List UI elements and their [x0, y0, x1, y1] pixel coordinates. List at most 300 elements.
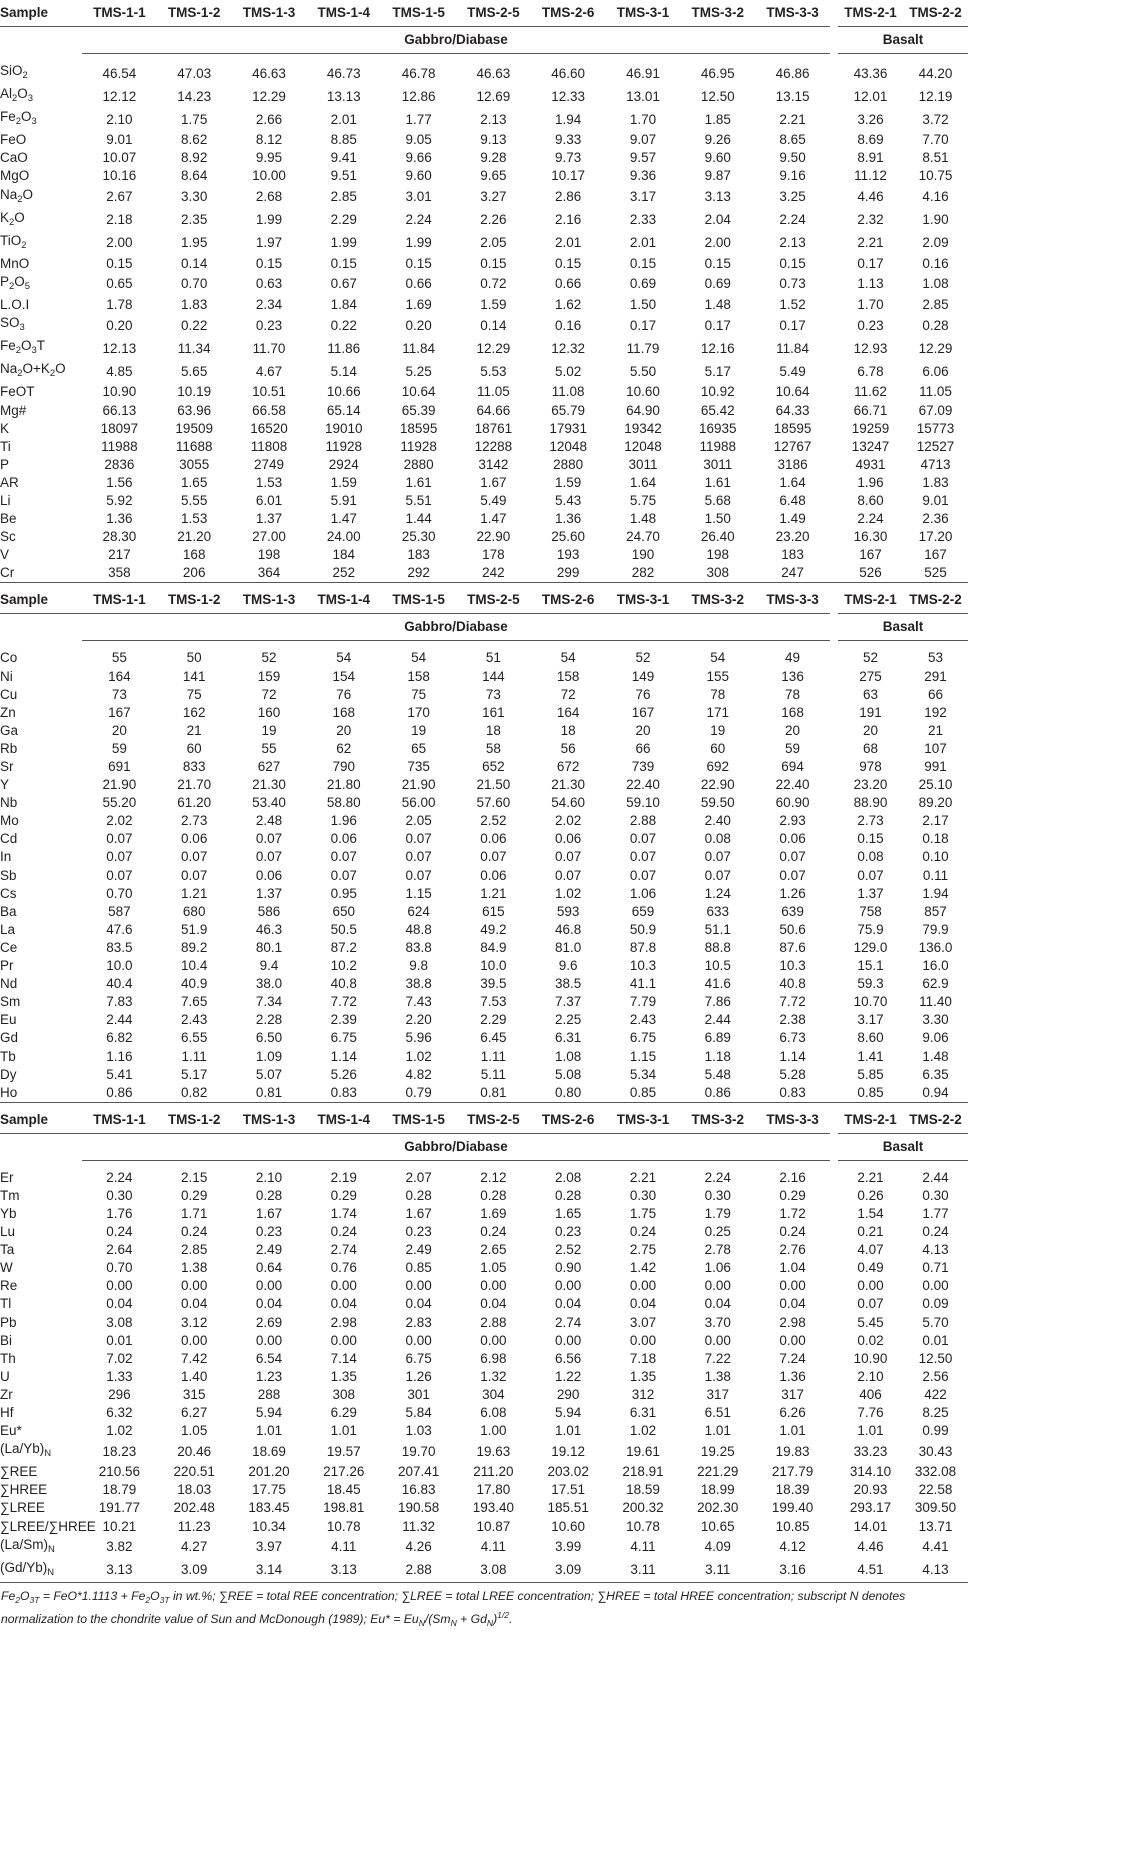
value-cell: 2.65 — [480, 1242, 507, 1258]
value-cell: 0.07 — [555, 867, 582, 883]
column-gap — [830, 402, 838, 420]
value-cell: 12767 — [773, 438, 812, 454]
value-cell: 739 — [631, 759, 655, 774]
value-cell: 5.17 — [181, 1066, 208, 1082]
value-cell: 168 — [182, 547, 206, 563]
value-cell: 65.14 — [326, 402, 361, 418]
column-gap — [830, 1559, 838, 1583]
value-cell: 7.83 — [106, 994, 133, 1010]
value-cell: 40.9 — [181, 976, 208, 992]
value-cell: 192 — [924, 704, 947, 720]
value-cell: 83.5 — [106, 939, 133, 955]
value-cell: 79.9 — [922, 921, 949, 937]
value-cell: 525 — [903, 564, 968, 583]
value-cell: 9.50 — [779, 150, 806, 166]
table-row — [0, 1463, 968, 1481]
value-cell: 44.20 — [918, 65, 953, 81]
sample-column-header: TMS-2-2 — [903, 0, 968, 27]
value-cell: 171 — [706, 704, 730, 720]
value-cell: 2.10 — [106, 111, 133, 127]
value-cell: 66.13 — [102, 402, 137, 418]
value-cell: 252 — [306, 564, 381, 583]
value-cell: 2.24 — [704, 1169, 731, 1185]
value-cell: 1.48 — [629, 511, 657, 527]
value-cell: 3.14 — [232, 1559, 307, 1583]
value-cell: 203.02 — [547, 1464, 589, 1480]
column-gap — [830, 209, 838, 232]
column-gap — [830, 337, 838, 360]
value-cell: 18.45 — [326, 1482, 361, 1498]
value-cell: 593 — [556, 903, 580, 919]
table-row — [0, 564, 968, 583]
row-label: Yb — [0, 1205, 17, 1221]
value-cell: 242 — [456, 564, 531, 583]
value-cell: 1.90 — [922, 212, 949, 228]
value-cell: 7.86 — [704, 994, 731, 1010]
row-label: Mo — [0, 813, 19, 829]
value-cell: 191 — [859, 704, 882, 720]
value-cell: 0.30 — [704, 1187, 731, 1203]
value-cell: 1.21 — [480, 885, 507, 901]
value-cell: 0.82 — [157, 1084, 232, 1103]
value-cell: 88.8 — [704, 939, 731, 955]
value-cell: 1.36 — [106, 511, 133, 527]
value-cell: 5.68 — [704, 492, 731, 508]
value-cell: 0.06 — [555, 831, 582, 847]
value-cell: 4.11 — [630, 1539, 656, 1555]
value-cell: 680 — [182, 903, 206, 919]
value-cell: 2.39 — [330, 1012, 357, 1028]
value-cell: 7.72 — [330, 994, 357, 1010]
value-cell: 0.06 — [181, 831, 208, 847]
column-gap — [830, 1463, 838, 1481]
value-cell: 25.30 — [401, 529, 436, 545]
table-row — [0, 528, 968, 546]
value-cell: 20 — [635, 722, 651, 738]
value-cell: 11.40 — [919, 994, 952, 1010]
value-cell: 7.24 — [779, 1350, 806, 1366]
value-cell: 1.36 — [779, 1368, 806, 1384]
value-cell: 0.70 — [106, 1260, 133, 1276]
value-cell: 3.17 — [857, 1012, 884, 1028]
value-cell: 0.86 — [82, 1084, 157, 1103]
value-cell: 11.05 — [476, 384, 510, 400]
value-cell: 2.10 — [857, 1368, 884, 1384]
value-cell: 8.91 — [857, 150, 884, 166]
value-cell: 0.06 — [330, 831, 357, 847]
value-cell: 10.3 — [779, 958, 806, 974]
value-cell: 19.63 — [476, 1443, 511, 1459]
value-cell: 66 — [927, 686, 943, 702]
value-cell: 72 — [560, 686, 576, 702]
value-cell: 19.61 — [626, 1443, 660, 1459]
value-cell: 299 — [531, 564, 606, 583]
value-cell: 9.07 — [629, 132, 657, 148]
value-cell: 526 — [838, 564, 903, 583]
value-cell: 288 — [257, 1386, 281, 1402]
value-cell: 2.09 — [922, 235, 949, 251]
value-cell: 11808 — [250, 438, 288, 454]
table-row — [0, 438, 968, 456]
table-row — [0, 686, 968, 704]
value-cell: 1.26 — [779, 885, 806, 901]
row-label: Sb — [0, 867, 17, 883]
value-cell: 61.20 — [177, 795, 212, 811]
value-cell: 2.16 — [555, 212, 582, 228]
column-gap — [830, 273, 838, 296]
value-cell: 1.11 — [480, 1048, 507, 1064]
value-cell: 0.49 — [857, 1260, 884, 1276]
value-cell: 1.40 — [181, 1368, 208, 1384]
value-cell: 0.69 — [629, 276, 657, 292]
column-gap — [830, 1499, 838, 1517]
value-cell: 10.64 — [775, 384, 810, 400]
value-cell: 18.79 — [102, 1482, 137, 1498]
value-cell: 0.15 — [555, 255, 582, 271]
value-cell: 0.00 — [405, 1278, 432, 1294]
value-cell: 3.30 — [922, 1012, 949, 1028]
value-cell: 0.07 — [555, 849, 582, 865]
value-cell: 0.00 — [255, 1332, 283, 1348]
value-cell: 56.00 — [401, 795, 436, 811]
value-cell: 7.37 — [555, 994, 582, 1010]
value-cell: 1.06 — [629, 885, 657, 901]
value-cell: 38.5 — [555, 976, 582, 992]
value-cell: 6.78 — [857, 363, 884, 379]
value-cell: 18.23 — [102, 1443, 137, 1459]
value-cell: 5.34 — [629, 1066, 657, 1082]
value-cell: 12.29 — [252, 88, 286, 104]
value-cell: 2.15 — [181, 1169, 208, 1185]
column-gap — [830, 939, 838, 957]
table-row — [0, 1223, 968, 1241]
value-cell: 1.96 — [857, 474, 884, 490]
value-cell: 0.07 — [330, 867, 357, 883]
spacer-cell — [0, 641, 968, 650]
row-label: MgO — [0, 168, 30, 184]
value-cell: 3.13 — [82, 1559, 157, 1583]
value-cell: 10.34 — [252, 1518, 286, 1534]
table-row — [0, 108, 968, 131]
value-cell: 1.05 — [181, 1423, 208, 1439]
table-row — [0, 402, 968, 420]
value-cell: 2.01 — [555, 235, 582, 251]
value-cell: 10.0 — [480, 958, 507, 974]
row-label: Cd — [0, 831, 18, 847]
value-cell: 0.00 — [555, 1332, 582, 1348]
value-cell: 6.08 — [480, 1405, 507, 1420]
table-row — [0, 1011, 968, 1029]
value-cell: 0.71 — [922, 1260, 949, 1276]
value-cell: 0.00 — [629, 1332, 657, 1348]
value-cell: 0.16 — [922, 255, 949, 271]
value-cell: 1.36 — [555, 511, 582, 527]
value-cell: 758 — [859, 903, 882, 919]
value-cell: 46.78 — [401, 65, 436, 81]
value-cell: 25.10 — [918, 777, 953, 793]
value-cell: 0.04 — [480, 1296, 507, 1312]
value-cell: 12.69 — [476, 88, 511, 104]
value-cell: 9.16 — [779, 168, 806, 184]
value-cell: 66.71 — [853, 402, 888, 418]
value-cell: 314.10 — [849, 1464, 892, 1480]
value-cell: 2836 — [104, 456, 135, 472]
value-cell: 1.72 — [779, 1205, 806, 1221]
value-cell: 1.13 — [857, 276, 884, 292]
data-table-block — [0, 1107, 968, 1583]
value-cell: 1.70 — [629, 111, 657, 127]
value-cell: 3.08 — [456, 1559, 531, 1583]
column-gap — [830, 149, 838, 167]
value-cell: 12.50 — [918, 1350, 953, 1366]
value-cell: 1.53 — [255, 474, 283, 490]
value-cell: 47.6 — [106, 921, 133, 937]
value-cell: 211.20 — [473, 1464, 514, 1480]
value-cell: 10.2 — [330, 958, 357, 974]
value-cell: 4.16 — [922, 189, 949, 205]
value-cell: 0.15 — [255, 255, 283, 271]
value-cell: 46.91 — [626, 65, 660, 81]
value-cell: 0.15 — [330, 255, 357, 271]
value-cell: 3186 — [777, 456, 808, 472]
value-cell: 5.45 — [857, 1314, 884, 1330]
value-cell: 40.8 — [330, 976, 357, 992]
table-row — [0, 740, 968, 758]
value-cell: 64.66 — [476, 402, 511, 418]
column-gap — [830, 867, 838, 885]
value-cell: 75 — [186, 686, 202, 702]
value-cell: 1.61 — [704, 474, 731, 490]
sample-column-header: TMS-3-3 — [755, 1107, 830, 1134]
table-row — [0, 867, 968, 885]
value-cell: 5.43 — [555, 492, 582, 508]
value-cell: 16520 — [250, 420, 288, 436]
value-cell: 2.85 — [330, 189, 357, 205]
table-row — [0, 1029, 968, 1047]
value-cell: 11928 — [325, 438, 363, 454]
value-cell: 12.86 — [401, 88, 436, 104]
value-cell: 18 — [560, 722, 576, 738]
value-cell: 3.07 — [629, 1314, 657, 1330]
value-cell: 202.30 — [697, 1500, 739, 1516]
value-cell: 50.6 — [779, 921, 806, 937]
sample-column-header: TMS-3-2 — [680, 1107, 755, 1134]
value-cell: 1.50 — [704, 511, 731, 527]
value-cell: 18.99 — [700, 1482, 735, 1498]
value-cell: 5.53 — [480, 363, 507, 379]
row-label: Cr — [0, 564, 82, 583]
row-label: Eu* — [0, 1423, 22, 1439]
row-label: Cs — [0, 885, 17, 901]
value-cell: 0.07 — [181, 867, 208, 883]
value-cell: 2.56 — [922, 1368, 949, 1384]
row-label: Th — [0, 1350, 16, 1366]
value-cell: 0.23 — [255, 317, 283, 333]
value-cell: 0.07 — [704, 867, 731, 883]
value-cell: 9.73 — [555, 150, 582, 166]
value-cell: 3.16 — [755, 1559, 830, 1583]
value-cell: 46.54 — [102, 65, 137, 81]
value-cell: 2.76 — [779, 1242, 806, 1258]
column-gap — [830, 1133, 838, 1160]
column-gap — [830, 510, 838, 528]
value-cell: 8.62 — [181, 132, 208, 148]
value-cell: 0.07 — [255, 831, 283, 847]
value-cell: 28.30 — [102, 529, 137, 545]
value-cell: 22.90 — [476, 529, 511, 545]
column-gap — [830, 776, 838, 794]
table-row — [0, 232, 968, 255]
sample-column-header: TMS-1-2 — [157, 1107, 232, 1134]
value-cell: 2.29 — [480, 1012, 507, 1028]
value-cell: 2.40 — [704, 813, 731, 829]
value-cell: 7.53 — [480, 994, 507, 1010]
value-cell: 89.2 — [181, 939, 208, 955]
value-cell: 0.24 — [330, 1224, 357, 1240]
value-cell: 0.22 — [330, 317, 357, 333]
value-cell: 18097 — [100, 420, 139, 436]
value-cell: 200.32 — [622, 1500, 664, 1516]
table-row — [0, 296, 968, 314]
value-cell: 63 — [862, 686, 878, 702]
value-cell: 17931 — [549, 420, 587, 436]
value-cell: 0.72 — [480, 276, 507, 292]
value-cell: 1.99 — [330, 235, 357, 251]
value-cell: 52 — [261, 650, 277, 666]
value-cell: 0.24 — [629, 1224, 657, 1240]
value-cell: 2.73 — [181, 813, 208, 829]
table-row — [0, 1559, 968, 1583]
value-cell: 0.04 — [405, 1296, 432, 1312]
value-cell: 20 — [785, 722, 801, 738]
value-cell: 0.00 — [255, 1278, 283, 1294]
value-cell: 4.13 — [903, 1559, 968, 1583]
value-cell: 0.00 — [779, 1332, 806, 1348]
value-cell: 60.90 — [775, 795, 810, 811]
value-cell: 0.00 — [857, 1278, 884, 1294]
value-cell: 0.17 — [704, 317, 731, 333]
column-gap — [830, 1107, 838, 1134]
value-cell: 9.28 — [480, 150, 507, 166]
value-cell: 57.60 — [476, 795, 511, 811]
value-cell: 6.89 — [704, 1030, 731, 1046]
value-cell: 64.33 — [775, 402, 810, 418]
value-cell: 1.83 — [181, 297, 208, 313]
value-cell: 19509 — [175, 420, 213, 436]
value-cell: 364 — [232, 564, 307, 583]
value-cell: 0.15 — [779, 255, 806, 271]
value-cell: 2.19 — [330, 1169, 357, 1185]
table-row — [0, 149, 968, 167]
table-row — [0, 758, 968, 776]
value-cell: 296 — [108, 1386, 131, 1402]
row-label: V — [0, 547, 10, 563]
column-gap — [830, 1187, 838, 1205]
value-cell: 0.17 — [779, 317, 806, 333]
value-cell: 9.66 — [405, 150, 432, 166]
value-cell: 202.48 — [173, 1500, 215, 1516]
value-cell: 2.05 — [480, 235, 507, 251]
value-cell: 1.37 — [255, 885, 283, 901]
sample-column-header: TMS-2-5 — [456, 1107, 531, 1134]
table-row — [0, 704, 968, 722]
sample-column-header: TMS-1-3 — [232, 0, 307, 27]
value-cell: 5.70 — [922, 1314, 949, 1330]
value-cell: 0.15 — [629, 255, 657, 271]
value-cell: 2.44 — [704, 1012, 731, 1028]
row-label: Zn — [0, 704, 16, 720]
value-cell: 168 — [781, 704, 804, 720]
value-cell: 2.07 — [405, 1169, 432, 1185]
value-cell: 2.75 — [629, 1242, 657, 1258]
row-label: Ce — [0, 939, 18, 955]
value-cell: 317 — [706, 1386, 730, 1402]
value-cell: 8.60 — [857, 492, 884, 508]
value-cell: 60 — [710, 740, 726, 756]
value-cell: 1.01 — [857, 1423, 884, 1439]
column-gap — [830, 167, 838, 185]
sample-column-header: TMS-1-5 — [381, 587, 456, 614]
value-cell: 9.06 — [922, 1030, 949, 1046]
value-cell: 62 — [336, 740, 352, 756]
value-cell: 198 — [706, 547, 730, 563]
value-cell: 9.4 — [259, 958, 279, 974]
value-cell: 1.77 — [405, 111, 432, 127]
row-label: Ho — [0, 1084, 82, 1103]
value-cell: 304 — [482, 1386, 505, 1402]
value-cell: 0.00 — [181, 1278, 208, 1294]
value-cell: 3.25 — [779, 189, 806, 205]
sample-column-header: TMS-1-2 — [157, 0, 232, 27]
value-cell: 2.29 — [330, 212, 357, 228]
value-cell: 1.01 — [704, 1423, 731, 1439]
value-cell: 19.70 — [401, 1443, 436, 1459]
value-cell: 20.93 — [853, 1482, 888, 1498]
value-cell: 1.14 — [779, 1048, 806, 1064]
value-cell: 2.21 — [857, 235, 884, 251]
table-row — [0, 456, 968, 474]
group-label-spacer — [0, 27, 82, 54]
value-cell: 2.33 — [629, 212, 657, 228]
value-cell: 2.21 — [857, 1169, 884, 1185]
row-label: $Al_2O_3$ — [0, 86, 34, 105]
value-cell: 0.28 — [480, 1187, 507, 1203]
value-cell: 1.99 — [405, 235, 432, 251]
table-row — [0, 885, 968, 903]
column-gap — [830, 1029, 838, 1047]
column-gap — [830, 360, 838, 383]
value-cell: 81.0 — [555, 939, 582, 955]
sample-column-header: TMS-3-2 — [680, 587, 755, 614]
value-cell: 1.37 — [255, 511, 283, 527]
table-row — [0, 1536, 968, 1559]
value-cell: 5.28 — [779, 1066, 806, 1082]
value-cell: 0.70 — [181, 276, 208, 292]
sample-column-header: TMS-1-1 — [82, 587, 157, 614]
value-cell: 2.25 — [555, 1012, 582, 1028]
value-cell: 3.99 — [555, 1539, 582, 1555]
value-cell: 11988 — [699, 438, 737, 454]
value-cell: 1.65 — [181, 474, 208, 490]
value-cell: 183 — [407, 547, 430, 563]
value-cell: 10.70 — [853, 994, 888, 1010]
column-gap — [830, 296, 838, 314]
value-cell: 2.44 — [922, 1169, 949, 1185]
value-cell: 0.07 — [106, 849, 133, 865]
group-basalt: Basalt — [838, 614, 968, 641]
sample-column-header: TMS-1-4 — [306, 0, 381, 27]
column-gap — [830, 1350, 838, 1368]
